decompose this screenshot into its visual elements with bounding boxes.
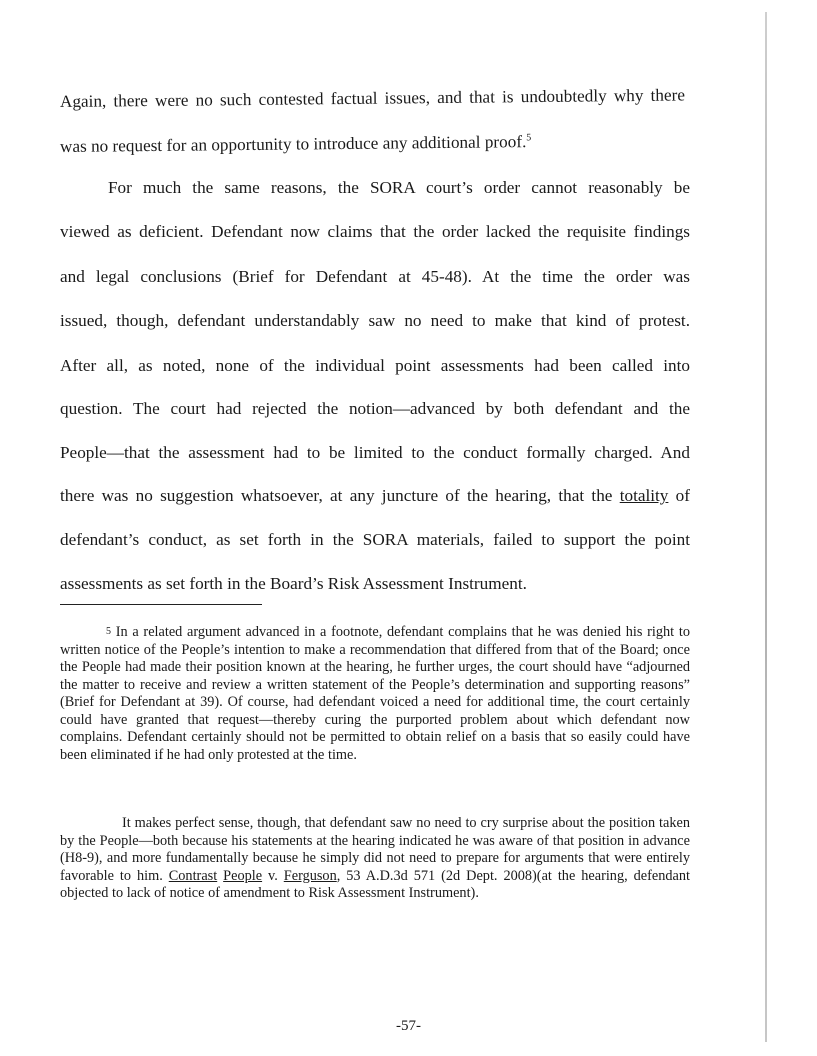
underlined-totality: totality <box>619 486 669 505</box>
scan-edge <box>765 12 767 1042</box>
body-line-9: People—that the assessment had to be limited to the conduct formally charged. And <box>60 443 690 462</box>
body-line-7: After all, as noted, none of the individual point assessments had been called into <box>60 356 690 375</box>
footnote-5-para2-end: , 53 A.D.3d 571 (2d Dept. 2008)(at the hearing, defendant objected to lack of notice of amendment to Risk Assessment Instrument). <box>60 867 690 901</box>
body-line-10-text: there was no suggestion whatsoever, at any juncture of the hearing, that the <box>60 486 620 505</box>
footnote-5-paragraph-1 <box>60 624 690 764</box>
body-line-1: Again, there were no such contested factual issues, and that is undoubtedly why there <box>59 85 686 111</box>
citation-contrast: Contrast <box>168 867 218 884</box>
body-line-10 <box>60 486 690 506</box>
citation-v: v. <box>262 867 284 884</box>
citation-ferguson: Ferguson <box>283 867 337 884</box>
footnote-separator <box>60 604 262 605</box>
footnote-reference: 5 <box>526 132 532 144</box>
body-line-3: For much the same reasons, the SORA court’s order cannot reasonably be <box>108 178 690 197</box>
footnote-5-text: In a related argument advanced in a footnote, defendant complains that he was denied his right to written notice of the People’s intention to make a recommendation that differed from that of the Board; once the People had made their position known at the hearing, he further urges, the court should have “adjourned the matter to receive and review a written statement of the People’s determination and supporting reasons” (Brief for Defendant at 39). Of course, had defendant voiced a need for additional time, the court certainly could have granted that request—thereby curing the purported problem about which defendant now complains. Defendant certainly should not be permitted to obtain relief on a basis that so easily could have been eliminated if he had only protested at the time. <box>60 624 690 763</box>
footnote-5-paragraph-2 <box>60 815 690 903</box>
page-number: -57- <box>396 1018 421 1034</box>
body-line-4: viewed as deficient. Defendant now claims that the order lacked the requisite findings <box>60 222 690 241</box>
body-line-6: issued, though, defendant understandably saw no need to make that kind of protest. <box>60 311 690 330</box>
body-line-11: defendant’s conduct, as set forth in the SORA materials, failed to support the point <box>60 530 690 549</box>
body-line-2-text: was no request for an opportunity to introduce any additional proof. <box>59 132 527 156</box>
citation-people: People <box>223 867 263 884</box>
body-line-2 <box>60 130 690 157</box>
body-line-5: and legal conclusions (Brief for Defendant at 45-48). At the time the order was <box>60 267 690 286</box>
body-line-8: question. The court had rejected the notion—advanced by both defendant and the <box>60 399 690 418</box>
body-line-12: assessments as set forth in the Board’s Risk Assessment Instrument. <box>60 574 527 593</box>
footnote-number: 5 <box>106 626 111 637</box>
footnote-5-para2-start: It makes perfect sense, though, that defendant saw no need to cry surprise about the position taken by the People—both because his statements at the hearing indicated he was aware of that position in advance (H8-9), and more fundamentally because he simply did not need to prepare for arguments that were entirely favorable to him. <box>60 815 690 884</box>
body-line-10-tail: of <box>668 486 690 505</box>
